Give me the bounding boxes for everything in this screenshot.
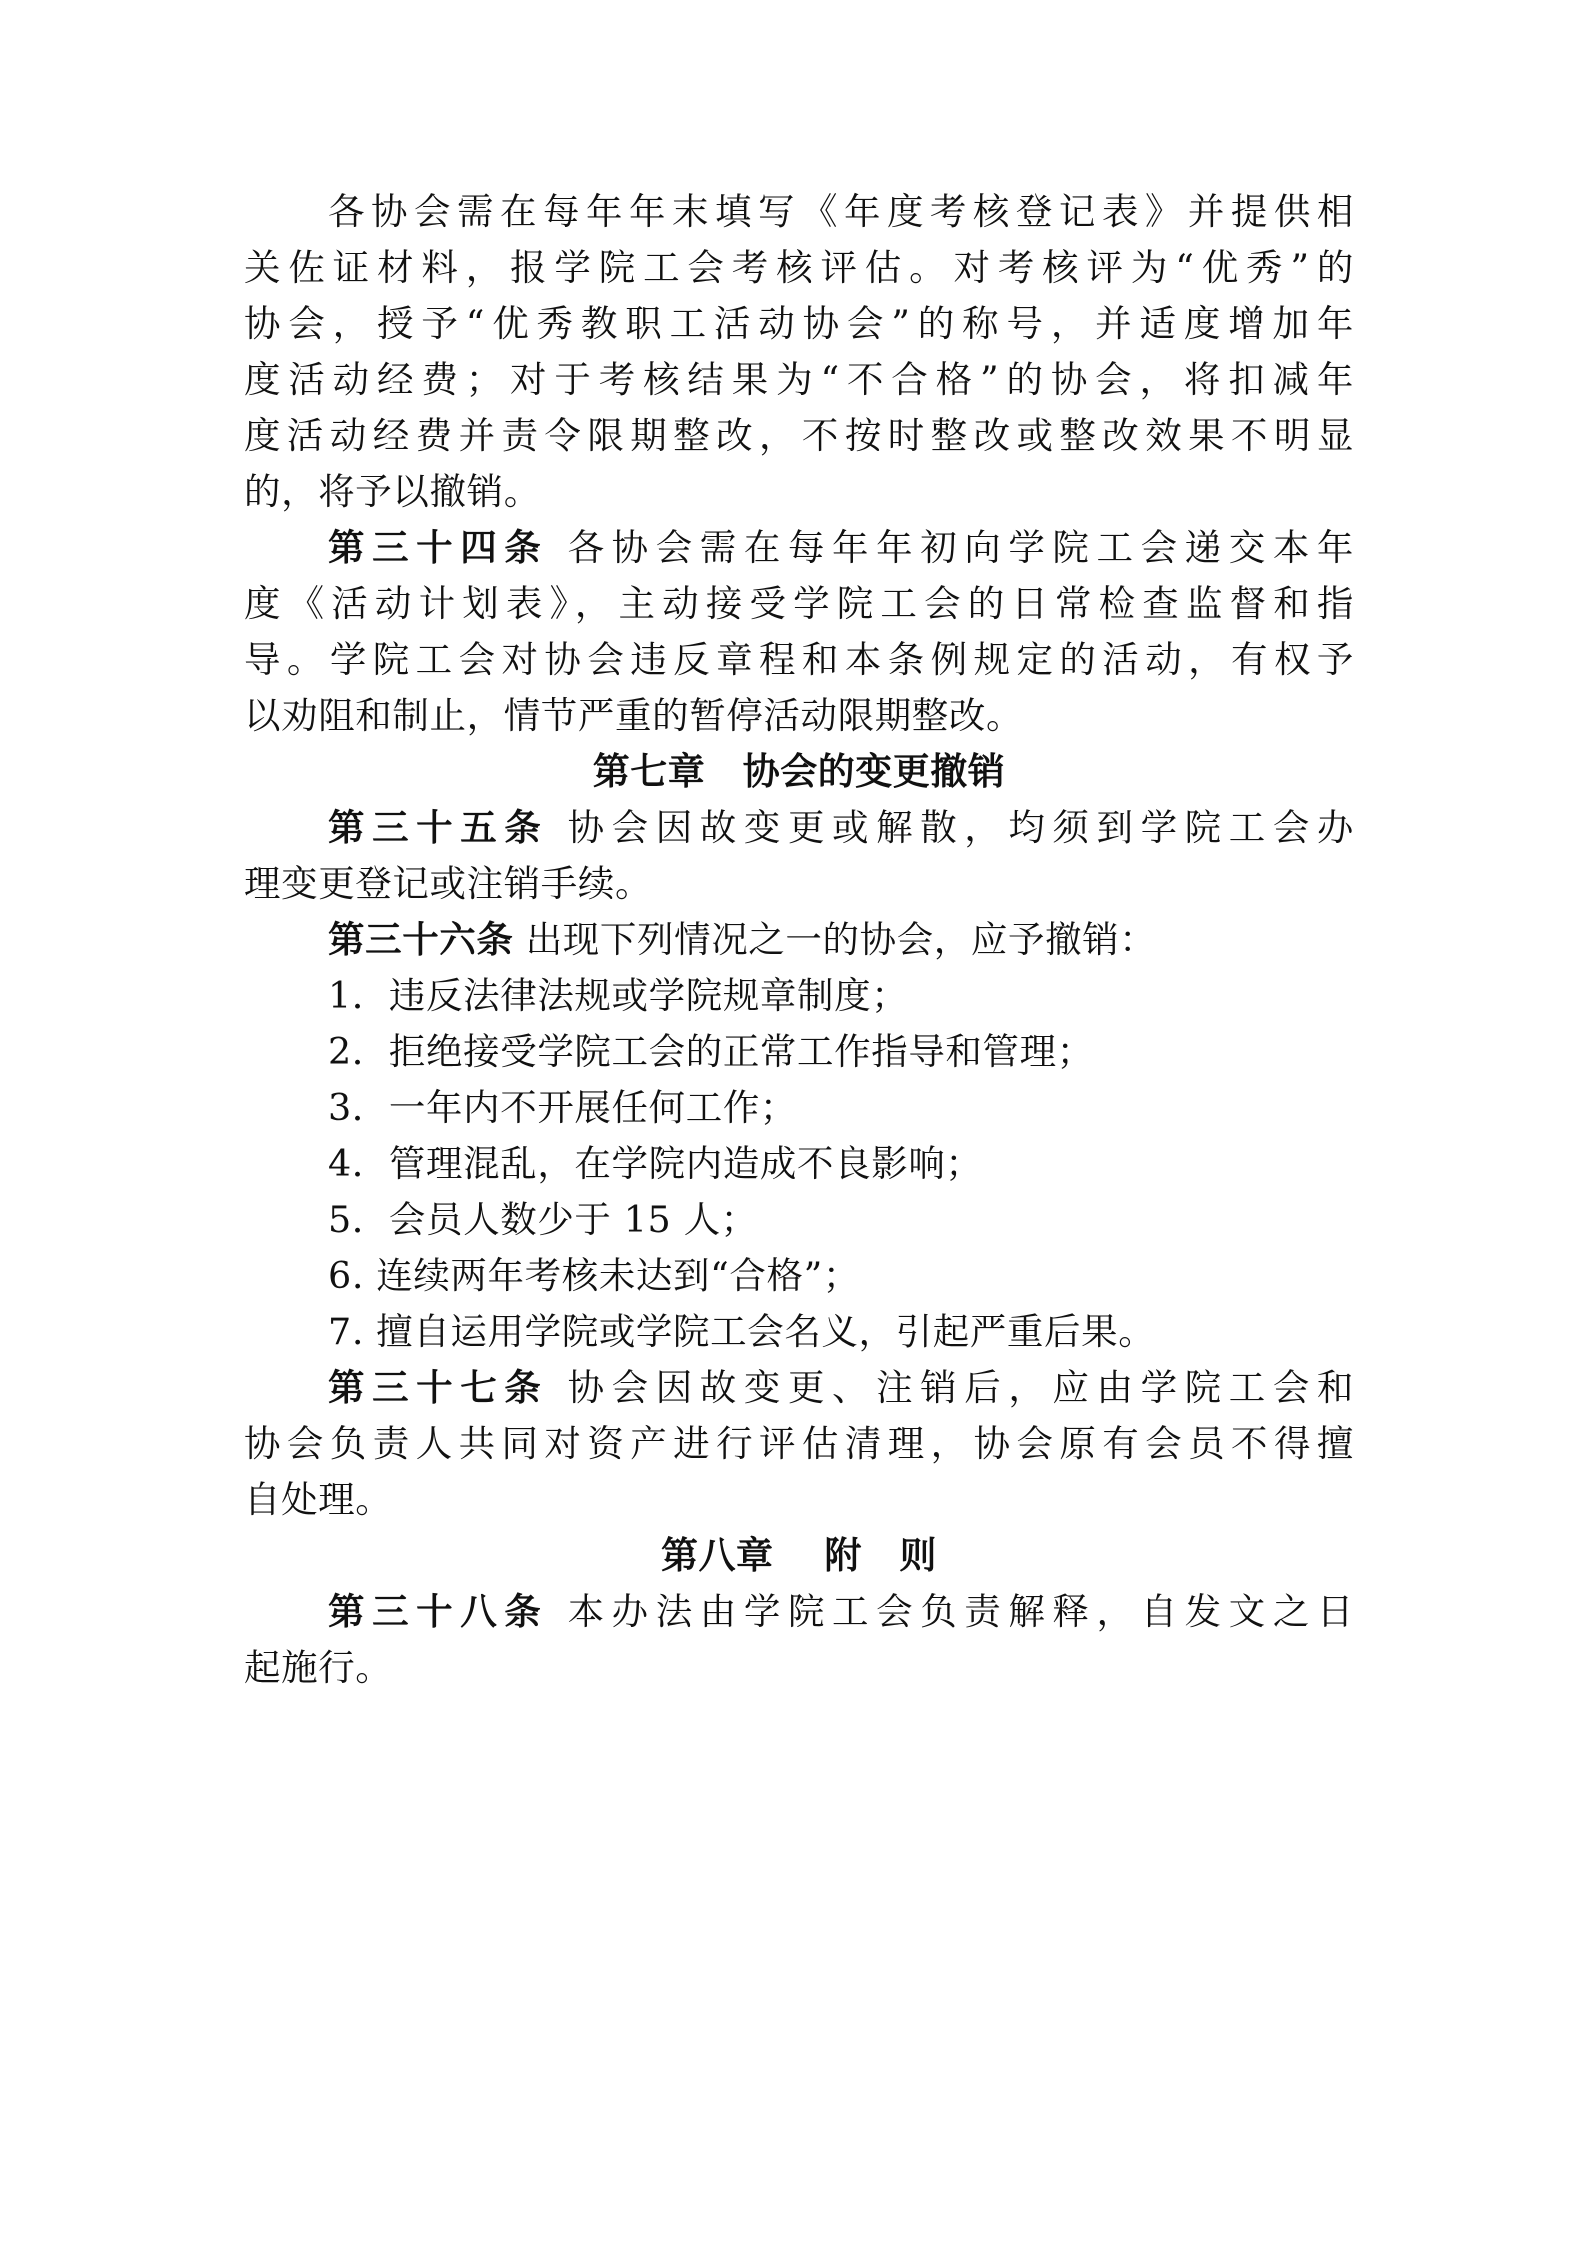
- article-text: 各协会需在每年年初向学院工会递交本年: [567, 526, 1354, 569]
- article-number: 第三十四条: [328, 526, 549, 569]
- article-text: 本办法由学院工会负责解释，自发文之日: [567, 1590, 1354, 1633]
- paragraph-line: 各协会需在每年年末填写《年度考核登记表》并提供相: [328, 190, 1354, 233]
- article-38-line: [244, 1588, 1354, 1636]
- paragraph-line: 协会，授予“优秀教职工活动协会”的称号，并适度增加年: [244, 302, 1354, 345]
- paragraph-line: 以劝阻和制止，情节严重的暂停活动限期整改。: [244, 694, 1024, 737]
- article-text: 协会因故变更或解散，均须到学院工会办: [567, 806, 1354, 849]
- list-item: 2．拒绝接受学院工会的正常工作指导和管理；: [328, 1030, 1094, 1073]
- paragraph-line: 度活动经费并责令限期整改，不按时整改或整改效果不明显: [244, 414, 1354, 457]
- article-text: 出现下列情况之一的协会，应予撤销：: [525, 918, 1157, 961]
- paragraph-line: 协会负责人共同对资产进行评估清理，协会原有会员不得擅: [244, 1422, 1354, 1465]
- article-text: 协会因故变更、注销后，应由学院工会和: [567, 1366, 1354, 1409]
- paragraph-line: 起施行。: [244, 1646, 393, 1689]
- chapter-heading: 第八章 附 则: [661, 1534, 937, 1577]
- article-37-line: [244, 1364, 1354, 1412]
- article-number: 第三十八条: [328, 1590, 549, 1633]
- list-item: 5．会员人数少于 15 人；: [328, 1198, 758, 1241]
- article-number: 第三十六条: [328, 918, 514, 961]
- list-item: 7. 擅自运用学院或学院工会名义，引起严重后果。: [328, 1310, 1156, 1353]
- paragraph-line: 度活动经费；对于考核结果为“不合格”的协会，将扣减年: [244, 358, 1354, 401]
- paragraph-line: 理变更登记或注销手续。: [244, 862, 653, 905]
- article-35-line: [244, 804, 1354, 852]
- list-item: 4．管理混乱，在学院内造成不良影响；: [328, 1142, 983, 1185]
- chapter-heading: 第七章 协会的变更撤销: [592, 750, 1006, 793]
- paragraph-line: 的，将予以撤销。: [244, 470, 541, 513]
- list-item: 3．一年内不开展任何工作；: [328, 1086, 798, 1129]
- paragraph-line: 关佐证材料，报学院工会考核评估。对考核评为“优秀”的: [244, 246, 1354, 289]
- list-item: 6. 连续两年考核未达到“合格”；: [328, 1254, 860, 1297]
- document-body: [244, 188, 1354, 1700]
- article-36-line: [244, 916, 1354, 964]
- article-number: 第三十五条: [328, 806, 549, 849]
- list-item: 1．违反法律法规或学院规章制度；: [328, 974, 909, 1017]
- paragraph-line: 自处理。: [244, 1478, 393, 1521]
- paragraph-line: 导。学院工会对协会违反章程和本条例规定的活动，有权予: [244, 638, 1354, 681]
- paragraph-line: 度《活动计划表》，主动接受学院工会的日常检查监督和指: [244, 582, 1354, 625]
- article-number: 第三十七条: [328, 1366, 549, 1409]
- article-34-line: [244, 524, 1354, 572]
